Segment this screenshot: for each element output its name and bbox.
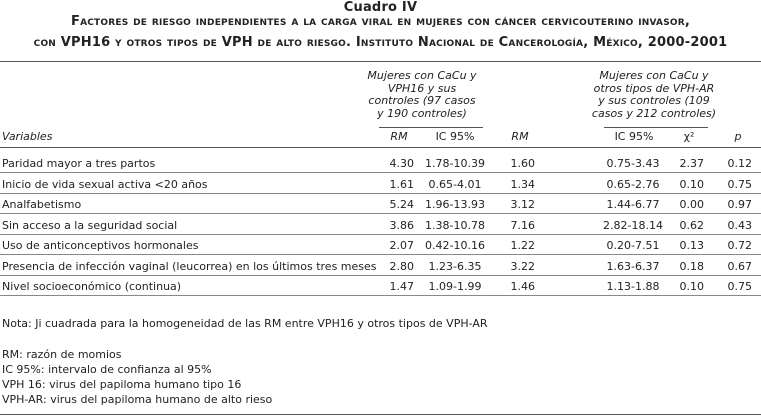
header-ic-vph16: IC 95% — [435, 130, 475, 143]
cell-p: 0.97 — [727, 198, 752, 211]
group-header-vph-ar: Mujeres con CaCu y otros tipos de VPH-AR y sus controles (109 casos y 212 controles) — [591, 69, 717, 120]
cell-variable: Nivel socioeconómico (continua) — [2, 280, 182, 293]
cell-chi-square: 0.18 — [679, 259, 704, 273]
cell-variable: Paridad mayor a tres partos — [2, 157, 156, 170]
cell-variable: Analfabetismo — [2, 198, 82, 211]
abbrev-rm: RM: razón de momios — [2, 348, 122, 361]
top-rule — [0, 61, 761, 62]
header-chi-square: χ² — [683, 130, 695, 143]
cell-rm-vph-ar: 1.46 — [510, 280, 535, 293]
row-divider — [0, 234, 761, 235]
cell-ic-vph16: 1.23-6.35 — [428, 259, 482, 273]
header-variables: Variables — [2, 130, 53, 143]
row-divider — [0, 254, 761, 255]
row-divider — [0, 295, 761, 296]
cell-ic-vph16: 0.65-4.01 — [428, 177, 482, 191]
table-title-line-2: con VPH16 y otros tipos de VPH de alto riesgo. Instituto Nacional de Cancerología, México, 2000-2001 — [33, 35, 728, 50]
row-divider — [0, 275, 761, 276]
cell-p: 0.75 — [727, 177, 752, 191]
cell-ic-vph16: 1.38-10.78 — [425, 218, 485, 232]
abbrev-vph-ar: VPH-AR: virus del papiloma humano de alto rieso — [2, 393, 273, 406]
header-ic-vph-ar: IC 95% — [614, 130, 654, 143]
cell-rm-vph16: 1.61 — [389, 177, 414, 191]
cell-chi-square: 0.62 — [679, 218, 704, 232]
cell-ic-vph-ar: 1.13-1.88 — [606, 280, 660, 293]
cell-chi-square: 0.00 — [679, 198, 704, 211]
cell-p: 0.12 — [727, 157, 752, 170]
group-rule-vph-ar — [604, 127, 708, 128]
cell-rm-vph-ar: 1.60 — [510, 157, 535, 170]
group-rule-vph16 — [379, 127, 483, 128]
cell-variable: Presencia de infección vaginal (leucorrea) en los últimos tres meses — [2, 259, 377, 273]
cell-ic-vph-ar: 0.65-2.76 — [606, 177, 660, 191]
cell-rm-vph16: 5.24 — [389, 198, 414, 211]
header-p: p — [734, 130, 742, 143]
cell-p: 0.75 — [727, 280, 752, 293]
abbrev-vph16: VPH 16: virus del papiloma humano tipo 16 — [2, 378, 242, 391]
cell-variable: Inicio de vida sexual activa <20 años — [2, 177, 208, 191]
cell-chi-square: 0.10 — [679, 177, 704, 191]
cell-p: 0.72 — [727, 239, 752, 252]
header-rm-vph-ar: RM — [511, 130, 529, 143]
row-divider — [0, 193, 761, 194]
cell-ic-vph16: 1.78-10.39 — [425, 157, 485, 170]
cell-rm-vph16: 2.07 — [389, 239, 414, 252]
cell-rm-vph16: 3.86 — [389, 218, 414, 232]
cell-rm-vph16: 1.47 — [389, 280, 414, 293]
cell-ic-vph-ar: 2.82-18.14 — [603, 218, 663, 232]
cell-chi-square: 0.10 — [679, 280, 704, 293]
cell-variable: Uso de anticonceptivos hormonales — [2, 239, 199, 252]
cell-ic-vph-ar: 0.75-3.43 — [606, 157, 660, 170]
group-header-vph16: Mujeres con CaCu y VPH16 y sus controles (97 casos y 190 controles) — [367, 69, 477, 120]
cell-rm-vph-ar: 7.16 — [510, 218, 535, 232]
cell-rm-vph16: 4.30 — [389, 157, 414, 170]
abbrev-ic: IC 95%: intervalo de confianza al 95% — [2, 363, 212, 376]
row-divider — [0, 172, 761, 173]
cell-chi-square: 0.13 — [679, 239, 704, 252]
cell-ic-vph16: 0.42-10.16 — [425, 239, 485, 252]
cell-variable: Sin acceso a la seguridad social — [2, 218, 178, 232]
table-label: Cuadro IV — [343, 0, 418, 15]
row-divider — [0, 213, 761, 214]
table-title-line-1: Factores de riesgo independientes a la carga viral en mujeres con cáncer cervicouterino invasor, — [71, 14, 690, 29]
header-rm-vph16: RM — [390, 130, 408, 143]
note-chi-square: Nota: Ji cuadrada para la homogeneidad de las RM entre VPH16 y otros tipos de VPH-AR — [2, 317, 488, 330]
cell-ic-vph16: 1.96-13.93 — [425, 198, 485, 211]
cell-rm-vph-ar: 1.22 — [510, 239, 535, 252]
cell-p: 0.43 — [727, 218, 752, 232]
cell-rm-vph-ar: 3.12 — [510, 198, 535, 211]
cell-rm-vph-ar: 1.34 — [510, 177, 535, 191]
cell-ic-vph-ar: 0.20-7.51 — [606, 239, 660, 252]
cell-rm-vph16: 2.80 — [389, 259, 414, 273]
cell-ic-vph-ar: 1.63-6.37 — [606, 259, 660, 273]
cell-rm-vph-ar: 3.22 — [510, 259, 535, 273]
cell-chi-square: 2.37 — [679, 157, 704, 170]
cell-ic-vph16: 1.09-1.99 — [428, 280, 482, 293]
header-rule — [0, 147, 761, 148]
bottom-rule — [0, 414, 761, 415]
cell-p: 0.67 — [727, 259, 752, 273]
cell-ic-vph-ar: 1.44-6.77 — [606, 198, 660, 211]
